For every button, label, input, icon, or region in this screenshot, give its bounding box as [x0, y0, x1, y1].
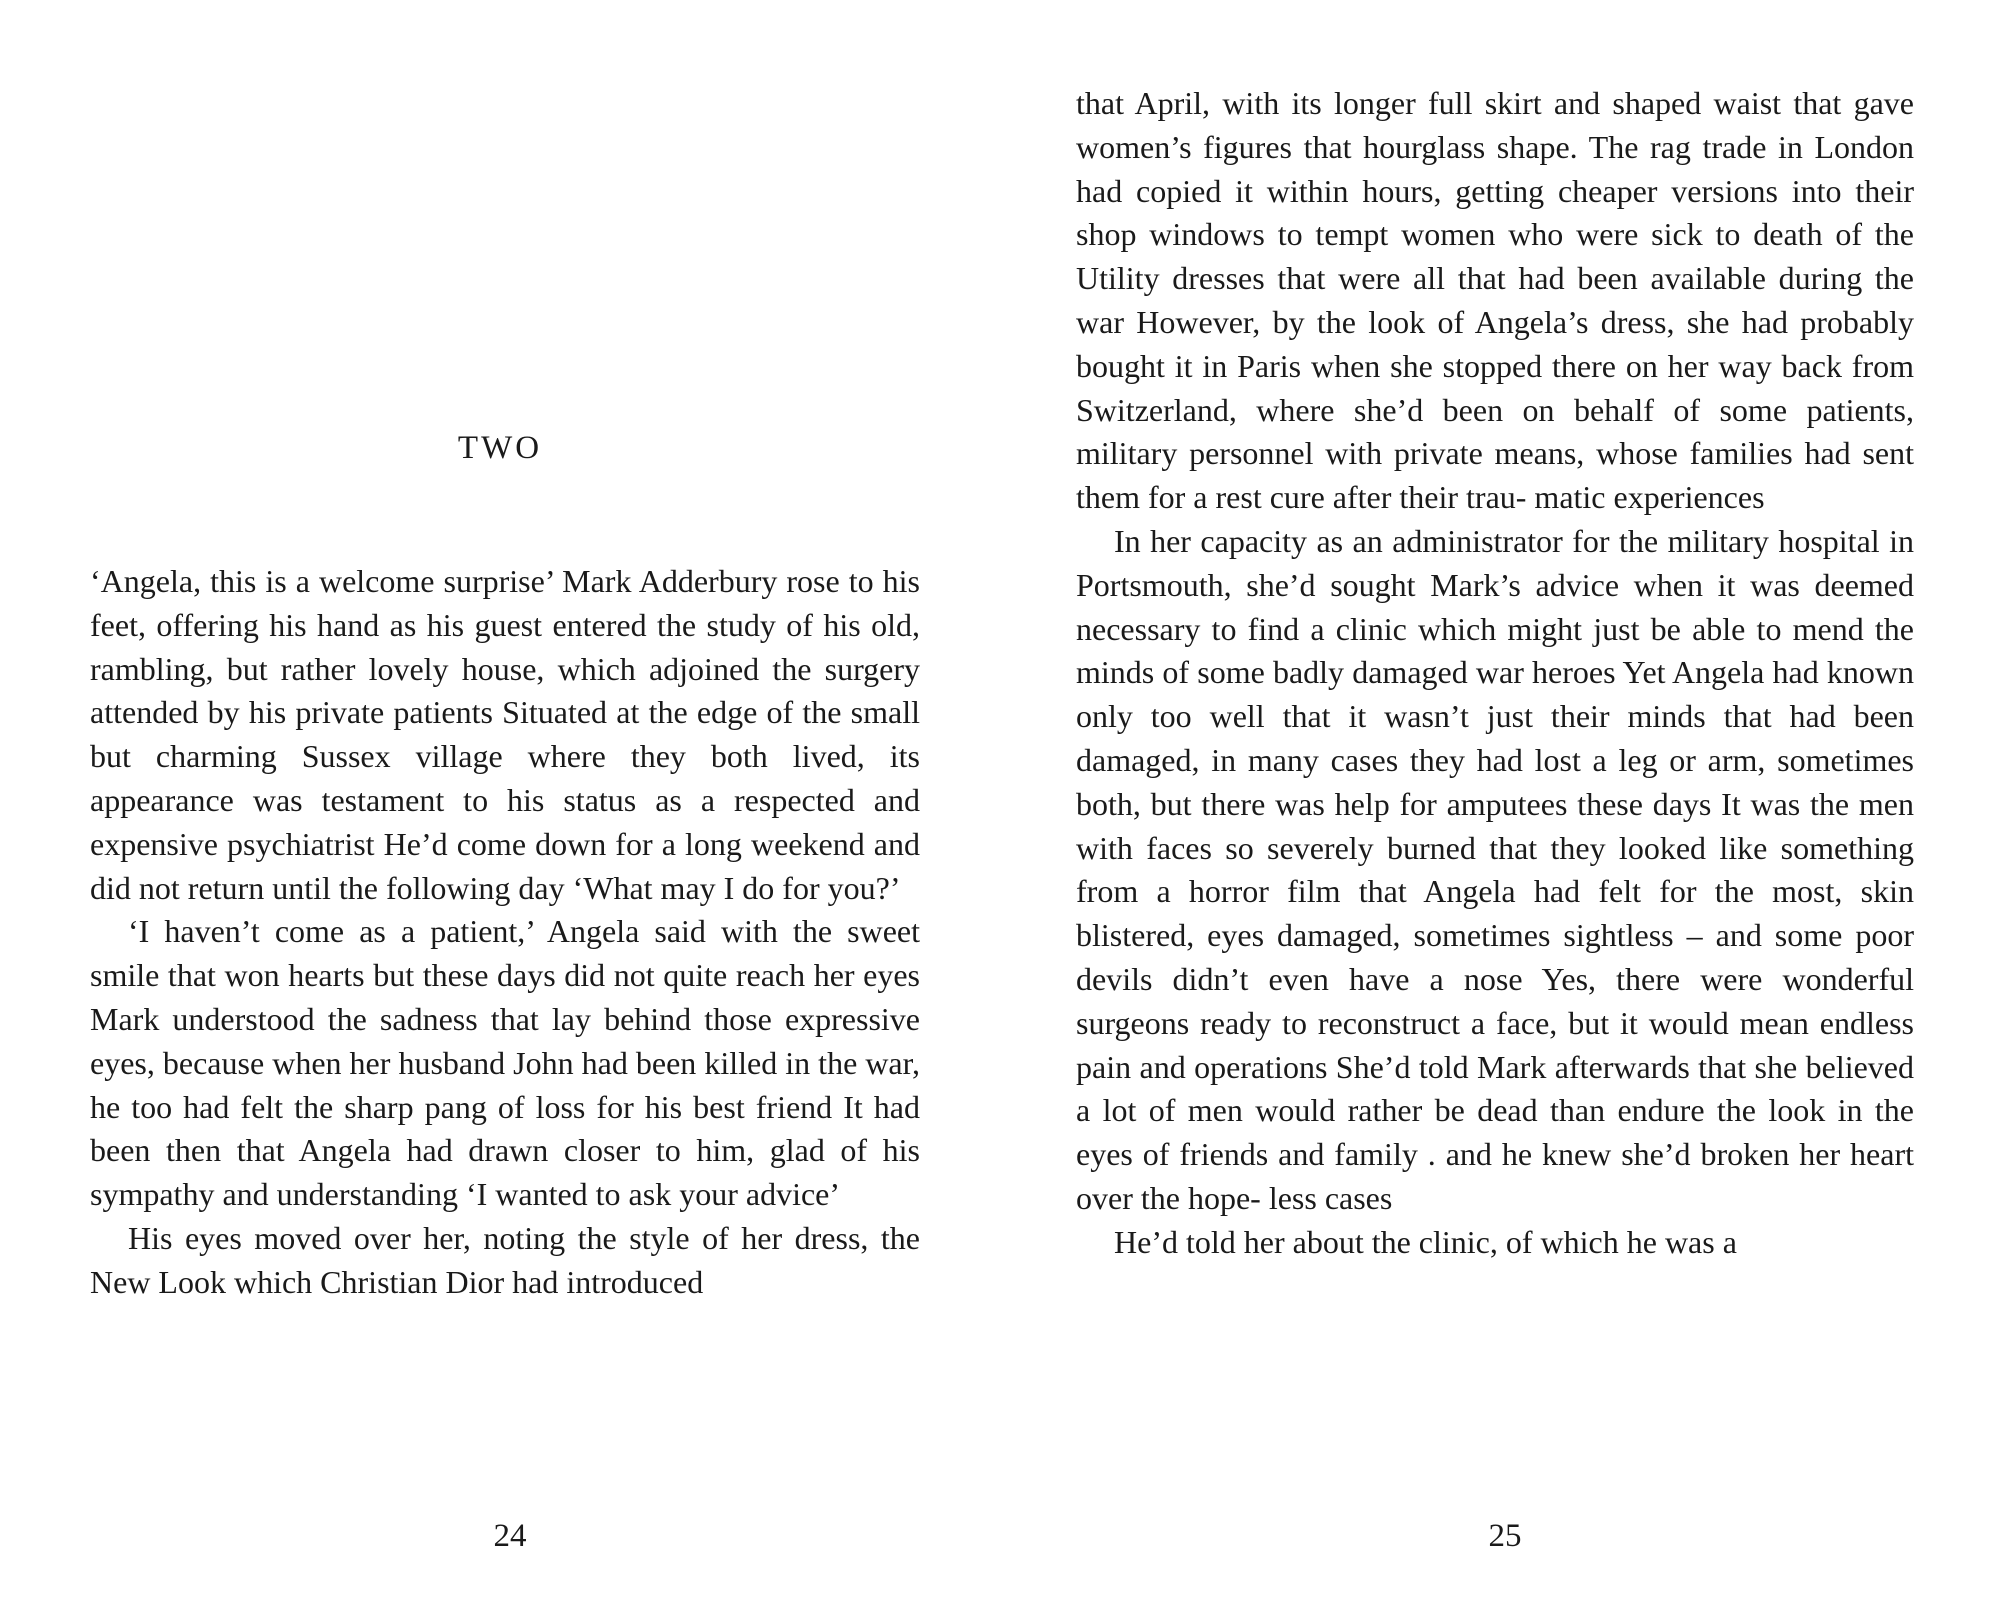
body-paragraph: His eyes moved over her, noting the style of her dress, the New Look which Christian Dior had introduced	[90, 1219, 920, 1300]
body-paragraph: He’d told her about the clinic, of which he was a	[1114, 1223, 1737, 1260]
left-page-body	[90, 560, 920, 1305]
body-paragraph: that April, with its longer full skirt and shaped waist that gave women’s figures that hourglass shape. The rag trade in London had copied it within hours, getting cheaper versions into their shop windows to tempt women who were sick to death of the Utility dresses that were all that had been available during the war However, by the look of Angela’s dress, she had probably bought it in Paris when she stopped there on her way back from Switzerland, where she’d been on behalf of some patients, military personnel with private means, whose families had sent them for a rest cure after their trau- matic experiences	[1076, 85, 1914, 516]
body-paragraph: ‘Angela, this is a welcome surprise’ Mark Adderbury rose to his feet, offering his hand as his guest entered the study of his old, rambling, but rather lovely house, which adjoined the surgery attended by his private patients Situated at the edge of the small but charming Sussex village where they both lived, its appearance was testament to his status as a respected and expensive psychiatrist He’d come down for a long weekend and did not return until the following day ‘What may I do for you?’	[90, 563, 920, 906]
page-number: 24	[493, 1518, 527, 1554]
page-number: 25	[1488, 1518, 1522, 1554]
right-page-body	[1076, 82, 1914, 1265]
chapter-title: TWO	[457, 430, 543, 466]
body-paragraph: ‘I haven’t come as a patient,’ Angela said with the sweet smile that won hearts but these days did not quite reach her eyes Mark understood the sadness that lay behind those expressive eyes, because when her husband John had been killed in the war, he too had felt the sharp pang of loss for his best friend It had been then that Angela had drawn closer to him, glad of his sympathy and understanding ‘I wanted to ask your advice’	[90, 913, 920, 1213]
body-paragraph: In her capacity as an administrator for the military hospital in Portsmouth, she’d sought Mark’s advice when it was deemed necessary to find a clinic which might just be able to mend the minds of some badly damaged war heroes Yet Angela had known only too well that it wasn’t just their minds that had been damaged, in many cases they had lost a leg or arm, sometimes both, but there was help for amputees these days It was the men with faces so severely burned that they looked like something from a horror film that Angela had felt for the most, skin blistered, eyes damaged, sometimes sightless – and some poor devils didn’t even have a nose Yes, there were wonderful surgeons ready to reconstruct a face, but it would mean endless pain and operations She’d told Mark afterwards that she believed a lot of men would rather be dead than endure the look in the eyes of friends and family . and he knew she’d broken her heart over the hope- less cases	[1076, 522, 1914, 1216]
right-page	[1000, 0, 2000, 1605]
